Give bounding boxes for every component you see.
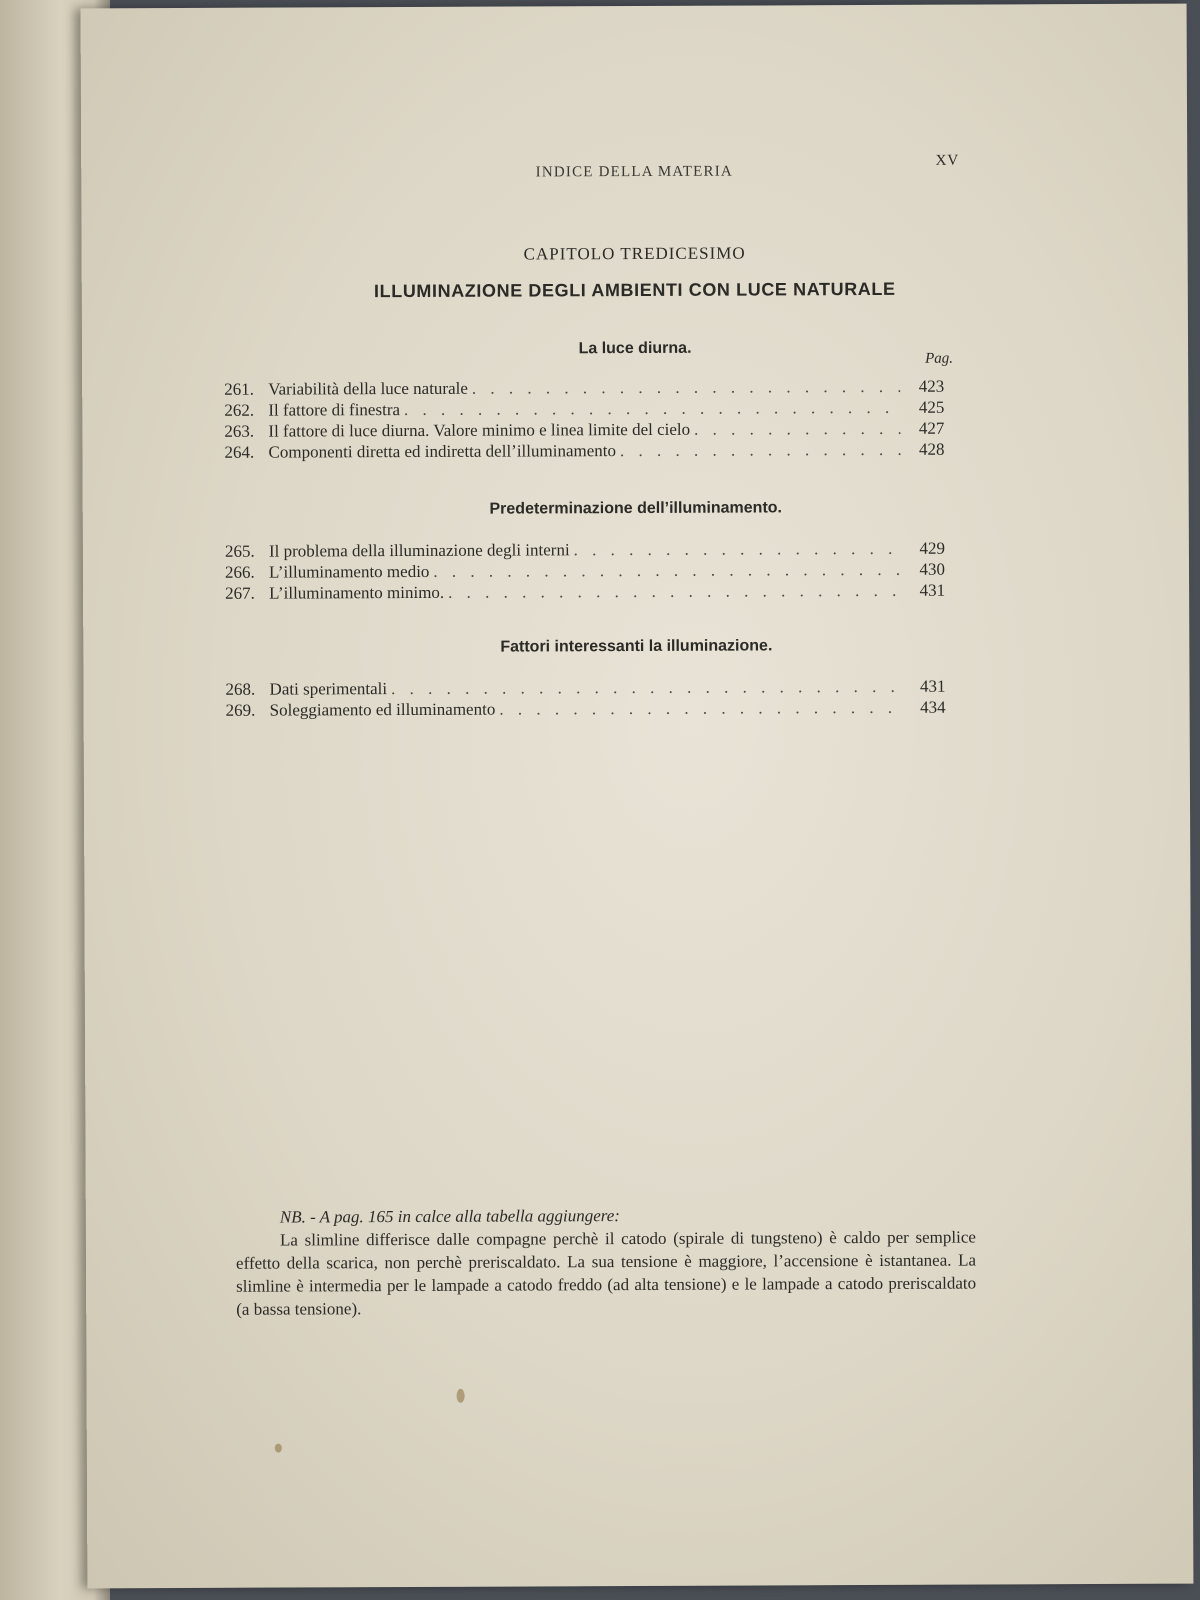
note-body: La slimline differisce dalle compagne perchè il catodo (spirale di tungsteno) è caldo per semplice effetto della scarica, non perchè preriscaldato. La sua tensione è maggiore, l’accensione è istantanea. La slimline è intermedia per le lampade a catodo freddo (ad alta tensione) e le lampade a catodo preriscaldato (a bassa tensione). xyxy=(235,1227,977,1319)
entry-number: 269. xyxy=(225,700,256,720)
entry-number: 263. xyxy=(224,421,255,441)
book-page xyxy=(81,4,1194,1589)
entry-page: 428 xyxy=(918,439,945,459)
entry-title: Dati sperimentali xyxy=(269,679,388,699)
section-title-predeterminazione: Predeterminazione dell’illuminamento. xyxy=(489,499,783,518)
dot-leader xyxy=(433,560,901,582)
entry-page: 431 xyxy=(919,676,946,696)
entry-title: L’illuminamento medio xyxy=(268,561,430,582)
entry-title: Il fattore di finestra xyxy=(268,400,401,420)
entry-page: 423 xyxy=(918,376,945,396)
entry-title: Il fattore di luce diurna. Valore minimo e linea limite del cielo xyxy=(268,419,691,441)
entry-page: 430 xyxy=(919,559,946,579)
paper-stain xyxy=(275,1444,282,1453)
entry-page: 429 xyxy=(919,538,945,558)
toc-list-fattori xyxy=(225,677,945,722)
section-title-fattori: Fattori interessanti la illuminazione. xyxy=(500,637,773,656)
dot-leader xyxy=(448,581,901,603)
page-number: XV xyxy=(935,152,960,169)
entry-title: Soleggiamento ed illuminamento xyxy=(269,699,496,720)
pag-column-label: Pag. xyxy=(925,350,954,367)
entry-number: 266. xyxy=(224,562,255,582)
entry-number: 267. xyxy=(225,583,255,603)
dot-leader xyxy=(472,377,900,399)
entry-title: Il problema della illuminazione degli interni xyxy=(268,540,570,561)
entry-page: 434 xyxy=(920,697,946,717)
errata-note xyxy=(236,1203,976,1321)
chapter-label: CAPITOLO TREDICESIMO xyxy=(523,243,746,264)
entry-title: Variabilità della luce naturale xyxy=(268,378,468,399)
entry-number: 265. xyxy=(224,541,255,561)
chapter-title: ILLUMINAZIONE DEGLI AMBIENTI CON LUCE NATURALE xyxy=(373,278,896,302)
toc-entry xyxy=(224,440,944,464)
section-title-luce-diurna: La luce diurna. xyxy=(578,339,692,358)
note-heading: NB. - A pag. 165 in calce alla tabella aggiungere: xyxy=(279,1206,620,1227)
paper-stain xyxy=(457,1389,465,1403)
toc-entry xyxy=(226,698,946,722)
entry-number: 261. xyxy=(224,379,255,399)
entry-number: 262. xyxy=(224,400,255,420)
toc-entry xyxy=(225,581,945,605)
entry-page: 425 xyxy=(918,397,945,417)
dot-leader xyxy=(499,698,901,720)
toc-list-luce-diurna xyxy=(224,377,944,464)
dot-leader xyxy=(391,677,902,699)
entry-number: 264. xyxy=(224,442,255,462)
dot-leader xyxy=(620,440,901,461)
dot-leader xyxy=(694,419,900,440)
entry-page: 427 xyxy=(918,418,945,438)
toc-list-predeterminazione xyxy=(225,539,945,605)
running-head: INDICE DELLA MATERIA xyxy=(535,163,733,181)
entry-page: 431 xyxy=(919,580,946,600)
entry-number: 268. xyxy=(225,679,256,699)
dot-leader xyxy=(574,539,901,560)
entry-title: Componenti diretta ed indiretta dell’illuminamento xyxy=(268,441,617,462)
dot-leader xyxy=(404,398,900,420)
entry-title: L’illuminamento minimo. xyxy=(269,582,445,603)
